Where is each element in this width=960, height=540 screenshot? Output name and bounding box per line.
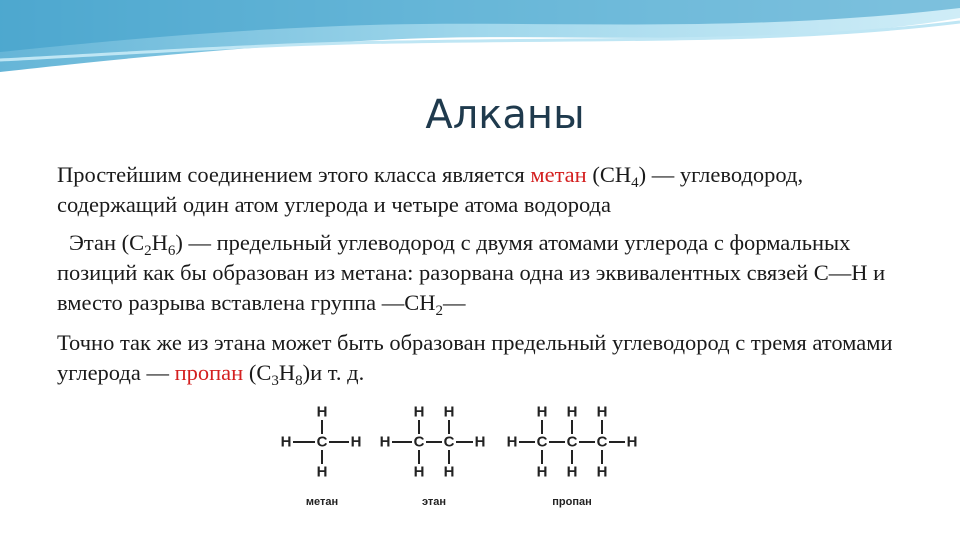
hydrogen-atom: H [596, 403, 608, 421]
structural-formulas-diagram [262, 400, 662, 518]
molecule-label: этан [421, 496, 447, 508]
paragraph-methane [57, 160, 917, 220]
propane-highlight: пропан [174, 360, 244, 385]
p2-text-1: Этан (С [69, 230, 145, 255]
p3-text-4: )и т. д. [302, 360, 365, 385]
hydrogen-atom: H [280, 433, 292, 451]
p3-text-1: Точно так же из этана может быть образован предельный углеводород с тремя атомами углерода — [57, 330, 893, 385]
hydrogen-atom: H [626, 433, 638, 451]
molecule-label: метан [305, 496, 339, 508]
paragraph-ethane [57, 228, 917, 318]
hydrogen-atom: H [474, 433, 486, 451]
carbon-atom: C [413, 433, 425, 451]
hydrogen-atom: H [413, 463, 425, 481]
hydrogen-atom: H [596, 463, 608, 481]
hydrogen-atom: H [566, 463, 578, 481]
slide-title [0, 92, 960, 138]
p3-subscript-1: 3 [271, 373, 279, 389]
hydrogen-atom: H [413, 403, 425, 421]
p1-subscript-1: 4 [631, 175, 639, 191]
carbon-atom: C [536, 433, 548, 451]
paragraph-propane [57, 328, 917, 388]
p1-text-3: ) — углеводород, содержащий один атом углерода и четыре атома водорода [57, 162, 804, 217]
p1-text-1: Простейшим соединением этого класса является [57, 162, 531, 187]
hydrogen-atom: H [316, 463, 328, 481]
p2-subscript-1: 2 [144, 243, 152, 259]
p3-subscript-2: 8 [295, 373, 303, 389]
hydrogen-atom: H [443, 463, 455, 481]
hydrogen-atom: H [536, 403, 548, 421]
methane-highlight: метан [530, 162, 587, 187]
hydrogen-atom: H [316, 403, 328, 421]
p2-text-2: Н [151, 230, 168, 255]
hydrogen-atom: H [379, 433, 391, 451]
slide-title-text: Алканы [425, 92, 585, 138]
hydrogen-atom: H [566, 403, 578, 421]
p2-subscript-3: 2 [435, 303, 444, 319]
p3-text-2: (С [243, 360, 272, 385]
carbon-atom: C [316, 433, 328, 451]
molecule-label: пропан [552, 496, 592, 508]
p1-text-2: (СН [586, 162, 632, 187]
p2-subscript-2: 6 [167, 243, 176, 259]
hydrogen-atom: H [443, 403, 455, 421]
hydrogen-atom: H [506, 433, 518, 451]
carbon-atom: C [596, 433, 608, 451]
carbon-atom: C [566, 433, 578, 451]
p3-text-3: Н [278, 360, 296, 385]
carbon-atom: C [443, 433, 455, 451]
p2-text-3: ) — предельный углеводород с двумя атомами углерода с формальных позиций как бы образован из метана: разорвана одна из эквивалентных связей С—Н и вместо разрыва вставлена группа —СН [57, 230, 886, 315]
hydrogen-atom: H [536, 463, 548, 481]
header-wave-decoration [0, 0, 960, 80]
hydrogen-atom: H [350, 433, 362, 451]
p2-text-4: — [443, 290, 466, 315]
